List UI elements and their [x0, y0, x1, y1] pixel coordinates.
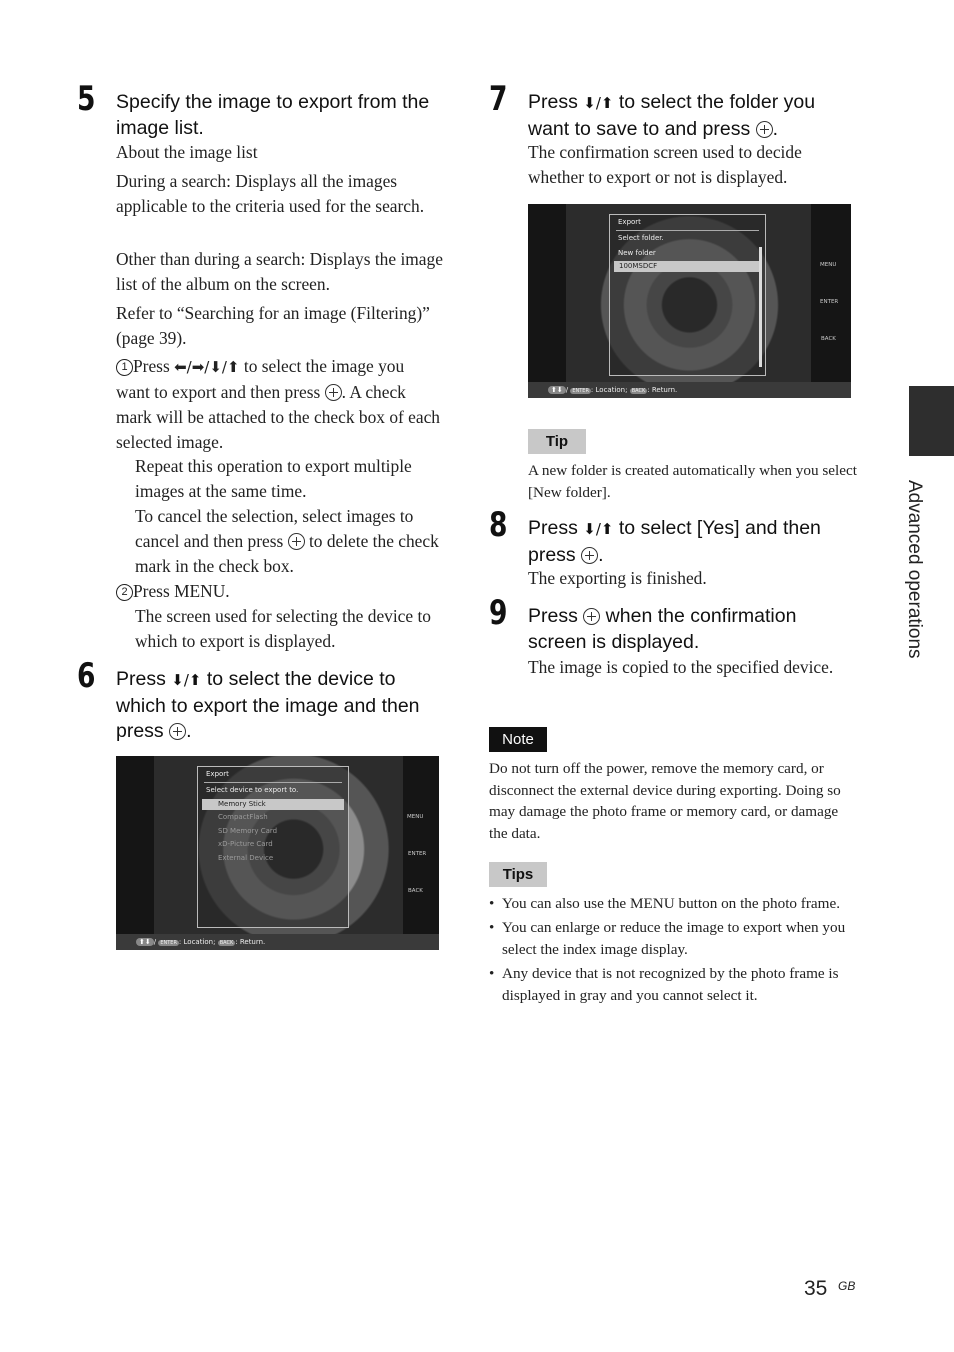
enter-label: ENTER: [408, 851, 427, 857]
export-panel: Export Select folder. New folder 100MSDCF: [609, 214, 766, 376]
step-number: 7: [489, 79, 508, 119]
back-label: BACK: [821, 336, 836, 342]
enter-button-icon: [169, 723, 186, 740]
list-item[interactable]: New folder: [618, 249, 656, 257]
screenshot-select-device: [116, 756, 439, 950]
tip-text: A new folder is created automatically when you select [New folder].: [528, 462, 857, 501]
list-item: • Any device that is not recognized by the photo frame is displayed in gray and you cannot select it.: [489, 963, 857, 1007]
scrollbar[interactable]: [759, 247, 762, 367]
paragraph: The exporting is finished.: [528, 568, 707, 588]
note-label: Note: [489, 727, 547, 752]
page-number: 35: [804, 1277, 828, 1300]
list-item: • You can enlarge or reduce the image to export when you select the index image display.: [489, 917, 857, 961]
step-heading: Press when the confirmation screen is displayed.: [528, 605, 797, 653]
paragraph: To cancel the selection, select images to cancel and then press to delete the check mark in the check box.: [135, 506, 439, 576]
list-item[interactable]: 100MSDCF: [614, 261, 760, 272]
list-item[interactable]: SD Memory Card: [218, 827, 278, 835]
back-label: BACK: [408, 888, 423, 894]
paragraph: Refer to “Searching for an image (Filtering)” (page 39).: [116, 303, 430, 348]
footer-bar: ⬆⬇ / ENTER : Location; BACK : Return.: [116, 934, 439, 950]
paragraph: Repeat this operation to export multiple images at the same time.: [135, 456, 412, 501]
enter-button-icon: [288, 533, 305, 550]
arrow-keys-icon: ⬇/⬆: [583, 94, 614, 112]
circled-number: 1: [116, 359, 133, 376]
step-heading: Press ⬇/⬆ to select the device to which to export the image and then press .: [116, 668, 420, 742]
arrow-keys-icon: ⬇/⬆: [583, 520, 614, 538]
enter-button-icon: [581, 547, 598, 564]
enter-button-icon: [756, 121, 773, 138]
substep-2: 2 Press MENU.: [116, 579, 230, 604]
circled-number: 2: [116, 584, 133, 601]
tips-list: [489, 893, 857, 1009]
note-text: Do not turn off the power, remove the memory card, or disconnect the external device during exporting. Doing so may damage the photo frame or memory card, or damage the data.: [489, 760, 841, 842]
export-panel: Export Select device to export to. Memory Stick CompactFlash SD Memory Card xD-Picture Card External Device: [197, 766, 349, 928]
enter-button-icon: [325, 384, 342, 401]
menu-label: MENU: [820, 262, 837, 268]
enter-label: ENTER: [820, 299, 839, 305]
step-heading: Press ⬇/⬆ to select the folder you want to save to and press .: [528, 91, 816, 140]
arrow-keys-icon: ⬅/➡/⬇/⬆: [174, 358, 240, 376]
screenshot-select-folder: [528, 204, 851, 398]
substep-1: 1 Press ⬅/➡/⬇/⬆ to select the image you want to export and then press . A check mark will be attached to the check box of each selected image.: [116, 356, 441, 452]
list-item[interactable]: Memory Stick: [202, 799, 344, 810]
step-number: 5: [77, 79, 96, 119]
step-heading: Press ⬇/⬆ to select [Yes] and then press .: [528, 517, 821, 566]
list-item[interactable]: CompactFlash: [218, 813, 268, 821]
step-number: 9: [489, 593, 508, 633]
paragraph: The screen used for selecting the device to which to export is displayed.: [135, 606, 431, 651]
page-suffix: GB: [838, 1279, 856, 1293]
paragraph: Other than during a search: Displays the image list of the album on the screen.: [116, 249, 443, 294]
enter-button-icon: [583, 608, 600, 625]
section-tab: [909, 386, 954, 456]
menu-label: MENU: [407, 814, 424, 820]
step-number: 6: [77, 656, 96, 696]
paragraph: The image is copied to the specified device.: [528, 657, 834, 677]
list-item: • You can also use the MENU button on the photo frame.: [489, 893, 857, 915]
list-item[interactable]: xD-Picture Card: [218, 840, 273, 848]
list-item[interactable]: External Device: [218, 854, 274, 862]
paragraph: The confirmation screen used to decide whether to export or not is displayed.: [528, 142, 802, 187]
section-title: Advanced operations: [904, 480, 925, 659]
arrow-keys-icon: ⬇/⬆: [171, 671, 202, 689]
step-heading: Specify the image to export from the image list.: [116, 91, 430, 139]
footer-bar: ⬆⬇ / ENTER : Location; BACK : Return.: [528, 382, 851, 398]
about-label: About the image list: [116, 142, 258, 162]
tip-label: Tip: [528, 429, 586, 454]
paragraph: During a search: Displays all the images applicable to the criteria used for the search.: [116, 171, 425, 216]
step-number: 8: [489, 505, 508, 545]
tips-label: Tips: [489, 862, 547, 887]
